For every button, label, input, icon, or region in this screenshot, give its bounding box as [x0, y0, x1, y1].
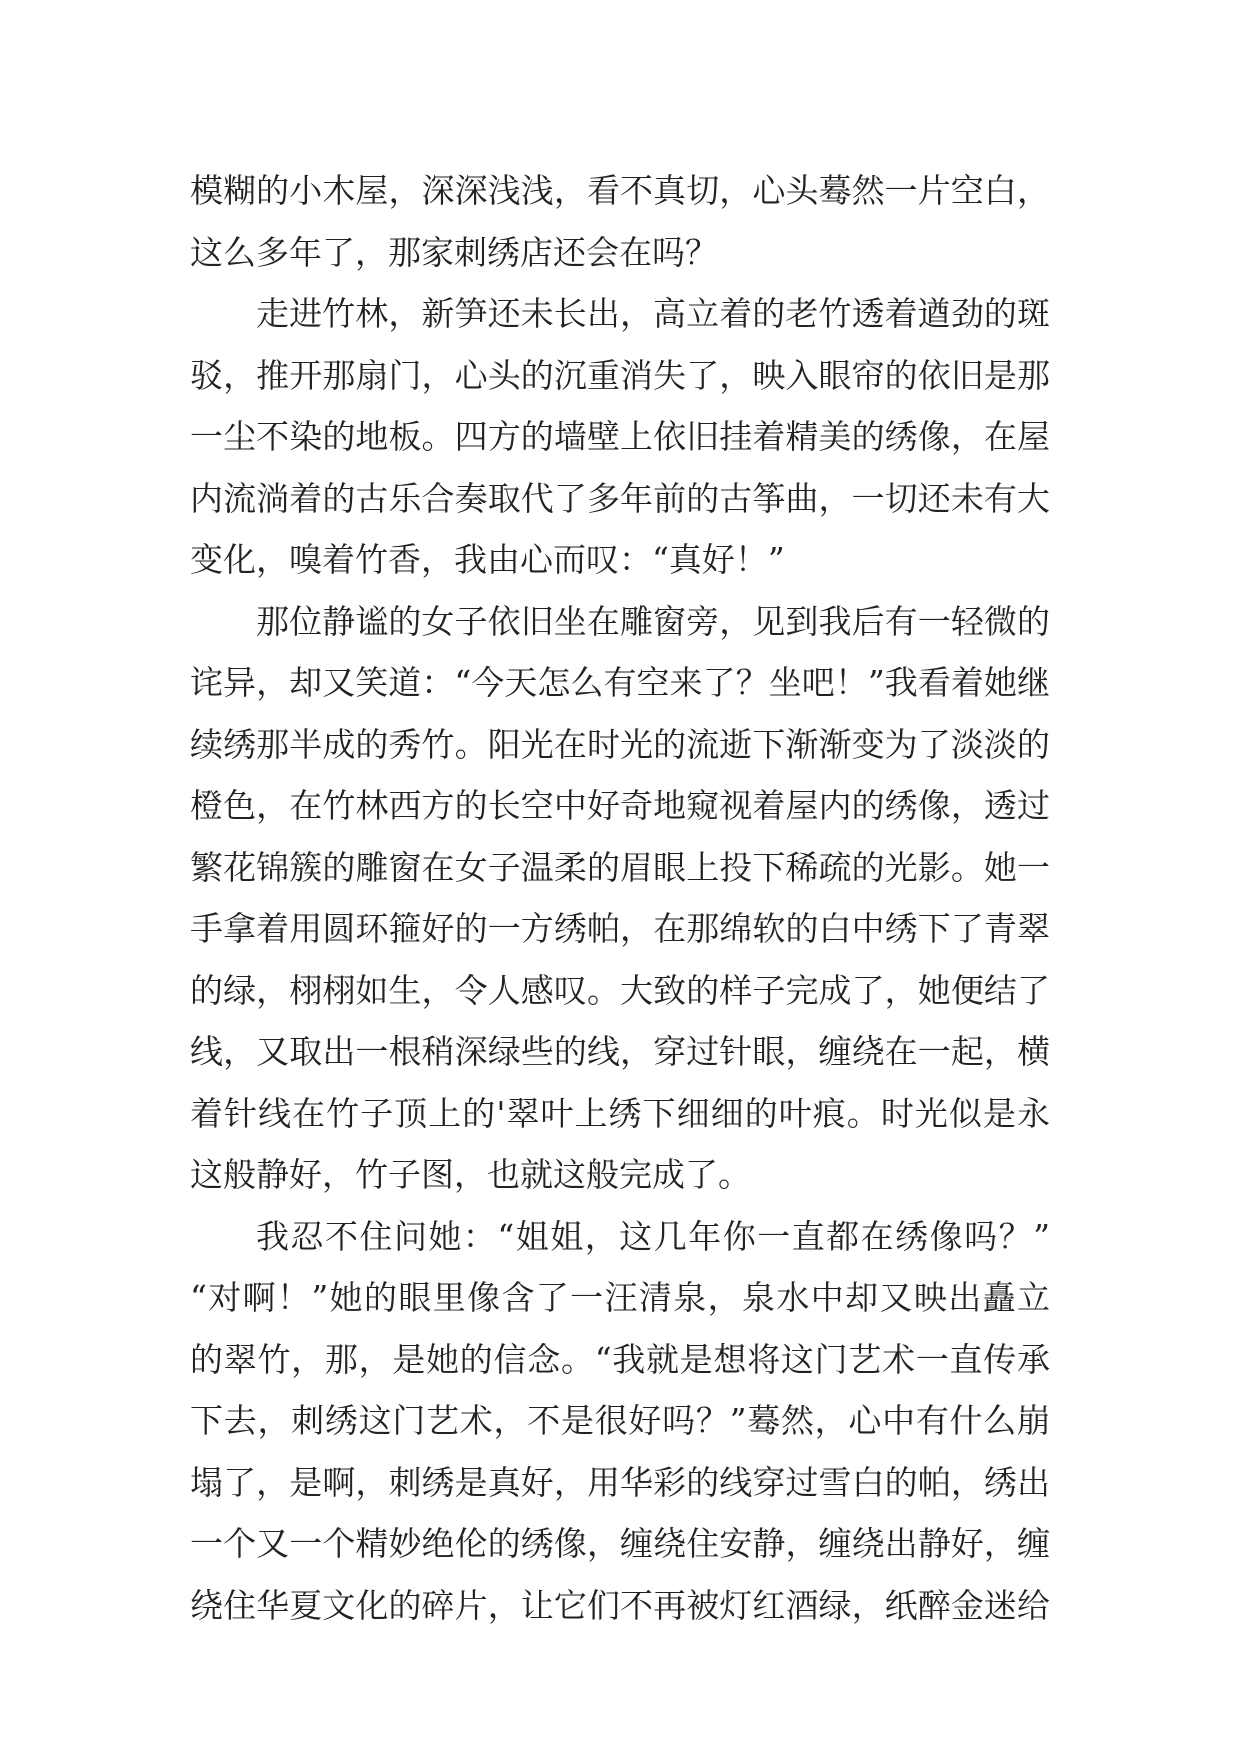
text-line: 手拿着用圆环箍好的一方绣帕，在那绵软的白中绣下了青翠 — [190, 909, 1050, 948]
text-line: 续绣那半成的秀竹。阳光在时光的流逝下渐渐变为了淡淡的 — [190, 724, 1050, 764]
text-line: 那位静谧的女子依旧坐在雕窗旁，见到我后有一轻微的 — [256, 601, 1050, 641]
text-line: 绕住华夏文化的碎片，让它们不再被灯红酒绿，纸醉金迷给 — [190, 1585, 1050, 1625]
text-line: 一个又一个精妙绝伦的绣像，缠绕住安静，缠绕出静好，缠 — [190, 1524, 1050, 1563]
essay-body — [190, 160, 1050, 1636]
text-line: 模糊的小木屋，深深浅浅，看不真切，心头蓦然一片空白， — [190, 171, 1050, 210]
text-line: 诧异，却又笑道：“今天怎么有空来了？坐吧！”我看着她继 — [190, 663, 1050, 702]
text-line: 驳，推开那扇门，心头的沉重消失了，映入眼帘的依旧是那 — [190, 355, 1050, 395]
text-line: 繁花锦簇的雕窗在女子温柔的眉眼上投下稀疏的光影。她一 — [190, 847, 1050, 887]
text-line: 变化，嗅着竹香，我由心而叹：“真好！” — [190, 540, 785, 579]
text-line: 的绿，栩栩如生，令人感叹。大致的样子完成了，她便结了 — [190, 970, 1050, 1010]
text-line: 橙色，在竹林西方的长空中好奇地窥视着屋内的绣像，透过 — [190, 786, 1050, 825]
text-line: 一尘不染的地板。四方的墙壁上依旧挂着精美的绣像，在屋 — [190, 417, 1050, 456]
text-line: 的翠竹，那，是她的信念。“我就是想将这门艺术一直传承 — [190, 1339, 1050, 1379]
text-line: 这么多年了，那家刺绣店还会在吗？ — [190, 232, 718, 272]
text-line: 线，又取出一根稍深绿些的线，穿过针眼，缠绕在一起，横 — [190, 1032, 1050, 1071]
text-line: “对啊！”她的眼里像含了一汪清泉，泉水中却又映出矗立 — [190, 1278, 1050, 1317]
text-line: 塌了，是啊，刺绣是真好，用华彩的线穿过雪白的帕，绣出 — [190, 1462, 1050, 1502]
text-line: 这般静好，竹子图，也就这般完成了。 — [190, 1155, 751, 1194]
text-line: 内流淌着的古乐合奏取代了多年前的古筝曲，一切还未有大 — [190, 478, 1050, 518]
text-line: 走进竹林，新笋还未长出，高立着的老竹透着遒劲的斑 — [256, 294, 1050, 333]
text-line: 着针线在竹子顶上的'翠叶上绣下细细的叶痕。时光似是永 — [190, 1093, 1050, 1133]
text-line: 下去，刺绣这门艺术，不是很好吗？”蓦然，心中有什么崩 — [190, 1401, 1050, 1440]
text-line: 我忍不住问她：“姐姐，这几年你一直都在绣像吗？” — [256, 1216, 1050, 1256]
